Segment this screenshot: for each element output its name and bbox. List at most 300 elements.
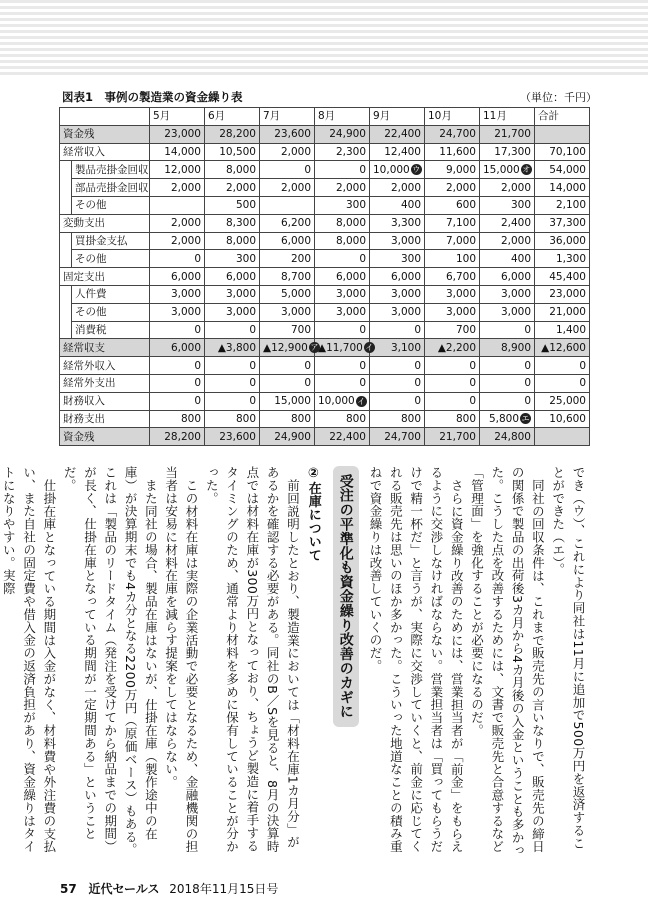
cell-value: 10,600 [549,412,586,425]
table-cell [425,161,480,179]
row-label: 財務支出 [60,410,150,428]
table-cell [205,179,260,197]
annotation-marker: ウ [412,165,421,175]
table-cell [205,285,260,303]
table-cell [260,250,315,268]
table-cell [205,392,260,410]
cell-value: 5,000 [280,288,311,301]
table-cell [480,303,535,321]
cell-value: 3,000 [225,306,256,319]
indent-cell [60,232,72,250]
table-cell [260,428,315,446]
page-number: 57 [60,882,77,896]
table-cell [205,410,260,428]
cell-value: 10,000 [373,163,410,176]
annotation-marker: エ [521,414,530,424]
row-label: 経常外収入 [60,357,150,375]
month-header: 9月 [370,108,425,126]
table-cell [315,339,374,357]
table-cell [425,268,480,286]
cell-value: 28,200 [164,430,201,443]
table-cell [480,339,535,357]
cell-value: 200 [290,252,311,265]
table-cell [535,392,590,410]
table-cell [425,232,480,250]
table-cell [480,196,535,214]
table-cell [370,428,425,446]
month-header: 6月 [205,108,260,126]
table-cell [205,303,260,321]
cell-value: 0 [414,395,421,408]
table-row [60,374,590,392]
row-label: その他 [72,303,150,321]
table-row [60,285,590,303]
table-row [60,232,590,250]
table-row [60,339,590,357]
indent-cell [60,303,72,321]
row-label: 資金残 [60,125,150,143]
table-cell [425,196,480,214]
table-cell [205,339,260,357]
cell-value: 2,400 [500,217,531,230]
month-header: 11月 [480,108,535,126]
table-cell [370,303,425,321]
row-label: 買掛金支払 [72,232,150,250]
cell-value: 300 [510,199,531,212]
table-cell [150,268,205,286]
article-paragraph: 仕掛在庫となっている期間は入金がなく、材料費や外注費の支払い、また自社の固定費や借入金の返済負担があり、資金繰りはタイトになりやすい。実際 [1,466,57,853]
cell-value: 300 [235,252,256,265]
table-cell [150,339,205,357]
cell-value: 24,900 [329,128,366,141]
cell-value: 3,000 [445,306,476,319]
table-row [60,268,590,286]
indent-cell [60,161,72,179]
cell-value: 23,000 [164,128,201,141]
cell-value: 300 [400,252,421,265]
cell-value: 2,100 [555,199,586,212]
cell-value: 2,000 [280,181,311,194]
indent-cell [60,250,72,268]
month-header: 7月 [260,108,315,126]
cell-value: 0 [524,323,531,336]
table-cell [370,196,425,214]
section-heading: ②在庫について [305,466,321,562]
table-cell [260,303,315,321]
cell-value: 8,000 [225,163,256,176]
table-cell [150,232,205,250]
table-cell [425,214,480,232]
cell-value: 3,000 [445,288,476,301]
table-cell [315,214,370,232]
table-cell [425,357,480,375]
table-cell [370,285,425,303]
cell-value: 15,000 [274,395,311,408]
annotation-marker: イ [357,396,366,406]
table-cell [315,428,370,446]
cell-value: 2,300 [335,145,366,158]
table-cell [205,196,260,214]
cell-value: 0 [524,377,531,390]
table-cell [150,410,205,428]
cell-value: 400 [510,252,531,265]
cell-value: 2,000 [500,181,531,194]
page-footer [60,880,278,897]
table-cell [370,410,425,428]
cell-value: 0 [414,377,421,390]
cell-value: 24,900 [274,430,311,443]
cell-value: 25,000 [549,395,586,408]
cell-value: 0 [249,395,256,408]
table-cell [535,196,590,214]
table-cell [315,321,370,339]
indent-cell [60,196,72,214]
cell-value: 11,600 [439,145,476,158]
table-cell [315,392,370,410]
section-callout: 受注の平準化も資金繰り改善のカギに [333,466,359,727]
cell-value: 10,000 [318,395,355,408]
annotation-marker: イ [365,343,374,353]
cell-value: 3,000 [225,288,256,301]
table-row [60,357,590,375]
cell-value: 23,600 [274,128,311,141]
table-cell [205,125,260,143]
cell-value: 14,000 [549,181,586,194]
cell-value: 2,000 [280,145,311,158]
table-cell [370,321,425,339]
row-label: 人件費 [72,285,150,303]
table-cell [205,268,260,286]
table-cell [150,125,205,143]
table-cell [150,285,205,303]
cell-value: 8,000 [335,217,366,230]
cell-value: 5,800 [488,412,519,425]
row-label: 固定支出 [60,268,150,286]
table-cell [480,357,535,375]
indent-cell [60,285,72,303]
article-paragraph: でき（ウ）、これにより同社は11月に追加で500万円を返済することができた（エ）。 [550,466,586,850]
table-cell [480,143,535,161]
table-cell [260,125,315,143]
table-cell [315,268,370,286]
table-cell [315,250,370,268]
table-unit: （単位：千円） [520,91,597,104]
table-cell [150,214,205,232]
table-cell [425,374,480,392]
cell-value: 2,000 [170,234,201,247]
cell-value: 6,000 [390,270,421,283]
table-cell [150,143,205,161]
table-cell [370,143,425,161]
cell-value: ▲11,700 [318,341,363,354]
cell-value: 0 [359,163,366,176]
table-row [60,125,590,143]
table-cell [480,428,535,446]
table-row [60,392,590,410]
table-cell [260,321,315,339]
article-paragraph: この材料在庫は実際の企業活動で必要となるため、金融機関の担当者は安易に材料在庫を減らす提案をしてはならない。 [163,466,199,853]
cell-value: 3,000 [500,306,531,319]
cell-value: 23,600 [219,430,256,443]
table-cell [205,374,260,392]
article-paragraph: さらに資金繰り改善のためには、営業担当者が「前金」をもらえるように交渉しなければならない。営業担当者は「買ってもらうだけで精一杯だ」と言うが、実際に交渉していくと、前金に応じてくれる販売先は思いのほか多かった。こういった地道なことの積み重ねで資金繰りは改善していくのだ。 [368,466,465,853]
cell-value: 3,000 [280,306,311,319]
table-cell [150,303,205,321]
cell-value: 0 [304,377,311,390]
table-cell [205,161,260,179]
cell-value: 0 [414,323,421,336]
table-cell [480,321,535,339]
table-cell [370,179,425,197]
annotation-marker: ア [310,343,319,353]
table-cell [315,143,370,161]
table-cell [315,232,370,250]
table-row [60,143,590,161]
table-cell [480,285,535,303]
table-cell [205,357,260,375]
table-cell [480,392,535,410]
cell-value: 0 [359,377,366,390]
table-cell [260,285,315,303]
table-cell [425,428,480,446]
table-cell [370,357,425,375]
cell-value: 14,000 [164,145,201,158]
table-cell [425,410,480,428]
table-cell [205,321,260,339]
table-cell [535,357,590,375]
table-cell [150,321,205,339]
cell-value: 6,000 [170,270,201,283]
table-cell [150,374,205,392]
table-row [60,428,590,446]
indent-cell [60,321,72,339]
cell-value: 3,000 [390,288,421,301]
cell-value: 6,000 [225,270,256,283]
table-cell [535,161,590,179]
cell-value: 0 [579,359,586,372]
cell-value: 8,000 [335,234,366,247]
cell-value: ▲3,800 [217,341,256,354]
article-paragraph: また同社の場合、製品在庫はないが、仕掛在庫（製作途中の在庫）が決算期末でも4カ分となる2200万円（原価ベース）もある。これは「製品のリードタイム（発注を受けてから納品までの期間）が長く、仕掛在庫となっている期間が一定期間ある」ということだ。 [62,466,159,857]
cell-value: 8,000 [225,234,256,247]
table-cell [150,179,205,197]
row-label: 経常外支出 [60,374,150,392]
cell-value: 22,400 [329,430,366,443]
cell-value: ▲12,900 [263,341,308,354]
table-cell [535,321,590,339]
table-cell [535,143,590,161]
cell-value: 21,000 [549,306,586,319]
cell-value: 8,900 [500,341,531,354]
cell-value: 2,000 [170,181,201,194]
cell-value: 800 [290,412,311,425]
table-cell [480,268,535,286]
article-paragraph: 前回説明したとおり、製造業においては「材料在庫1カ月分」があるかを確認する必要がある。同社のB／Sを見ると、8月の決算時点では材料在庫が300万円となっており、ちょうど製造に着手するタイミングのため、通常より材料を多めに保有していることが分かった。 [204,466,301,853]
table-cell [315,357,370,375]
row-label: 消費税 [72,321,150,339]
cell-value: 6,000 [335,270,366,283]
table-cell [425,143,480,161]
cell-value: ▲12,600 [541,341,586,354]
cell-value: 6,200 [280,217,311,230]
table-cell [370,214,425,232]
cell-value: 24,800 [494,430,531,443]
table-cell [425,125,480,143]
cell-value: 28,200 [219,128,256,141]
table-cell [315,161,370,179]
table-cell [150,357,205,375]
table-cell [535,214,590,232]
table-cell [315,303,370,321]
table-cell [315,285,370,303]
table-cell [315,196,370,214]
cell-value: 0 [524,359,531,372]
table-cell [205,250,260,268]
table-cell [535,428,590,446]
cell-value: 0 [359,359,366,372]
table-cell [370,250,425,268]
table-cell [535,232,590,250]
table-cell [480,410,535,428]
table-cell [535,339,590,357]
cell-value: 24,700 [439,128,476,141]
table-row [60,214,590,232]
annotation-marker: オ [522,165,531,175]
cell-value: 0 [249,323,256,336]
cell-value: 0 [194,395,201,408]
table-cell [370,232,425,250]
cell-value: 3,000 [335,306,366,319]
table-caption: 図表1 事例の製造業の資金繰り表 [62,90,243,104]
cell-value: 3,000 [170,288,201,301]
table-cell [150,161,205,179]
table-cell [260,143,315,161]
cell-value: 700 [290,323,311,336]
table-row [60,179,590,197]
cell-value: 21,700 [439,430,476,443]
cell-value: 6,700 [445,270,476,283]
row-label: その他 [72,196,150,214]
cell-value: 12,400 [384,145,421,158]
table-cell [480,161,535,179]
table-cell [370,339,425,357]
table-cell [315,374,370,392]
table-cell [315,179,370,197]
cell-value: ▲2,200 [437,341,476,354]
indent-cell [60,179,72,197]
table-cell [425,339,480,357]
cell-value: 300 [345,199,366,212]
cell-value: 0 [524,395,531,408]
table-cell [260,357,315,375]
table-cell [260,268,315,286]
table-cell [425,285,480,303]
magazine-name: 近代セールス [88,882,160,896]
table-cell [480,250,535,268]
table-cell [370,268,425,286]
cell-value: 500 [235,199,256,212]
table-cell [260,196,315,214]
cell-value: 2,000 [390,181,421,194]
cell-value: 8,700 [280,270,311,283]
cell-value: 6,000 [170,341,201,354]
table-cell [425,303,480,321]
cell-value: 0 [304,359,311,372]
cell-value: 15,000 [483,163,520,176]
row-label: その他 [72,250,150,268]
table-cell [535,303,590,321]
cell-value: 3,000 [170,306,201,319]
row-label: 経常収入 [60,143,150,161]
cell-value: 800 [455,412,476,425]
cell-value: 37,300 [549,217,586,230]
table-cell [480,232,535,250]
cell-value: 800 [235,412,256,425]
cell-value: 7,000 [445,234,476,247]
table-cell [205,232,260,250]
table-cell [535,410,590,428]
cell-value: 22,400 [384,128,421,141]
table-cell [535,285,590,303]
cell-value: 10,500 [219,145,256,158]
table-cell [480,125,535,143]
table-row [60,321,590,339]
table-row [60,303,590,321]
table-cell [260,392,315,410]
cell-value: 0 [249,377,256,390]
row-label: 経常収支 [60,339,150,357]
cell-value: 3,300 [390,217,421,230]
cell-value: 400 [400,199,421,212]
cell-value: 6,000 [280,234,311,247]
table-cell [535,268,590,286]
table-cell [315,410,370,428]
cell-value: 2,000 [500,234,531,247]
table-cell [260,232,315,250]
cell-value: 0 [469,377,476,390]
table-cell [260,374,315,392]
header-stripe-band [0,0,648,78]
table-cell [535,250,590,268]
table-cell [425,321,480,339]
table-header-row [60,108,590,126]
table-cell [150,250,205,268]
cell-value: 0 [469,395,476,408]
cell-value: 800 [180,412,201,425]
cell-value: 2,000 [170,217,201,230]
row-label: 製品売掛金回収 [72,161,150,179]
cell-value: 0 [249,359,256,372]
row-label: 変動支出 [60,214,150,232]
cell-value: 21,700 [494,128,531,141]
table-cell [425,250,480,268]
cell-value: 36,000 [549,234,586,247]
cell-value: 600 [455,199,476,212]
cell-value: 700 [455,323,476,336]
table-cell [535,179,590,197]
table-row [60,161,590,179]
table-cell [150,196,205,214]
cell-value: 0 [194,359,201,372]
cell-value: 7,100 [445,217,476,230]
cell-value: 24,700 [384,430,421,443]
table-cell [150,428,205,446]
month-header: 8月 [315,108,370,126]
issue-date: 2018年11月15日号 [169,882,279,896]
article-body [1,466,588,858]
table-cell [315,125,370,143]
table-row [60,250,590,268]
